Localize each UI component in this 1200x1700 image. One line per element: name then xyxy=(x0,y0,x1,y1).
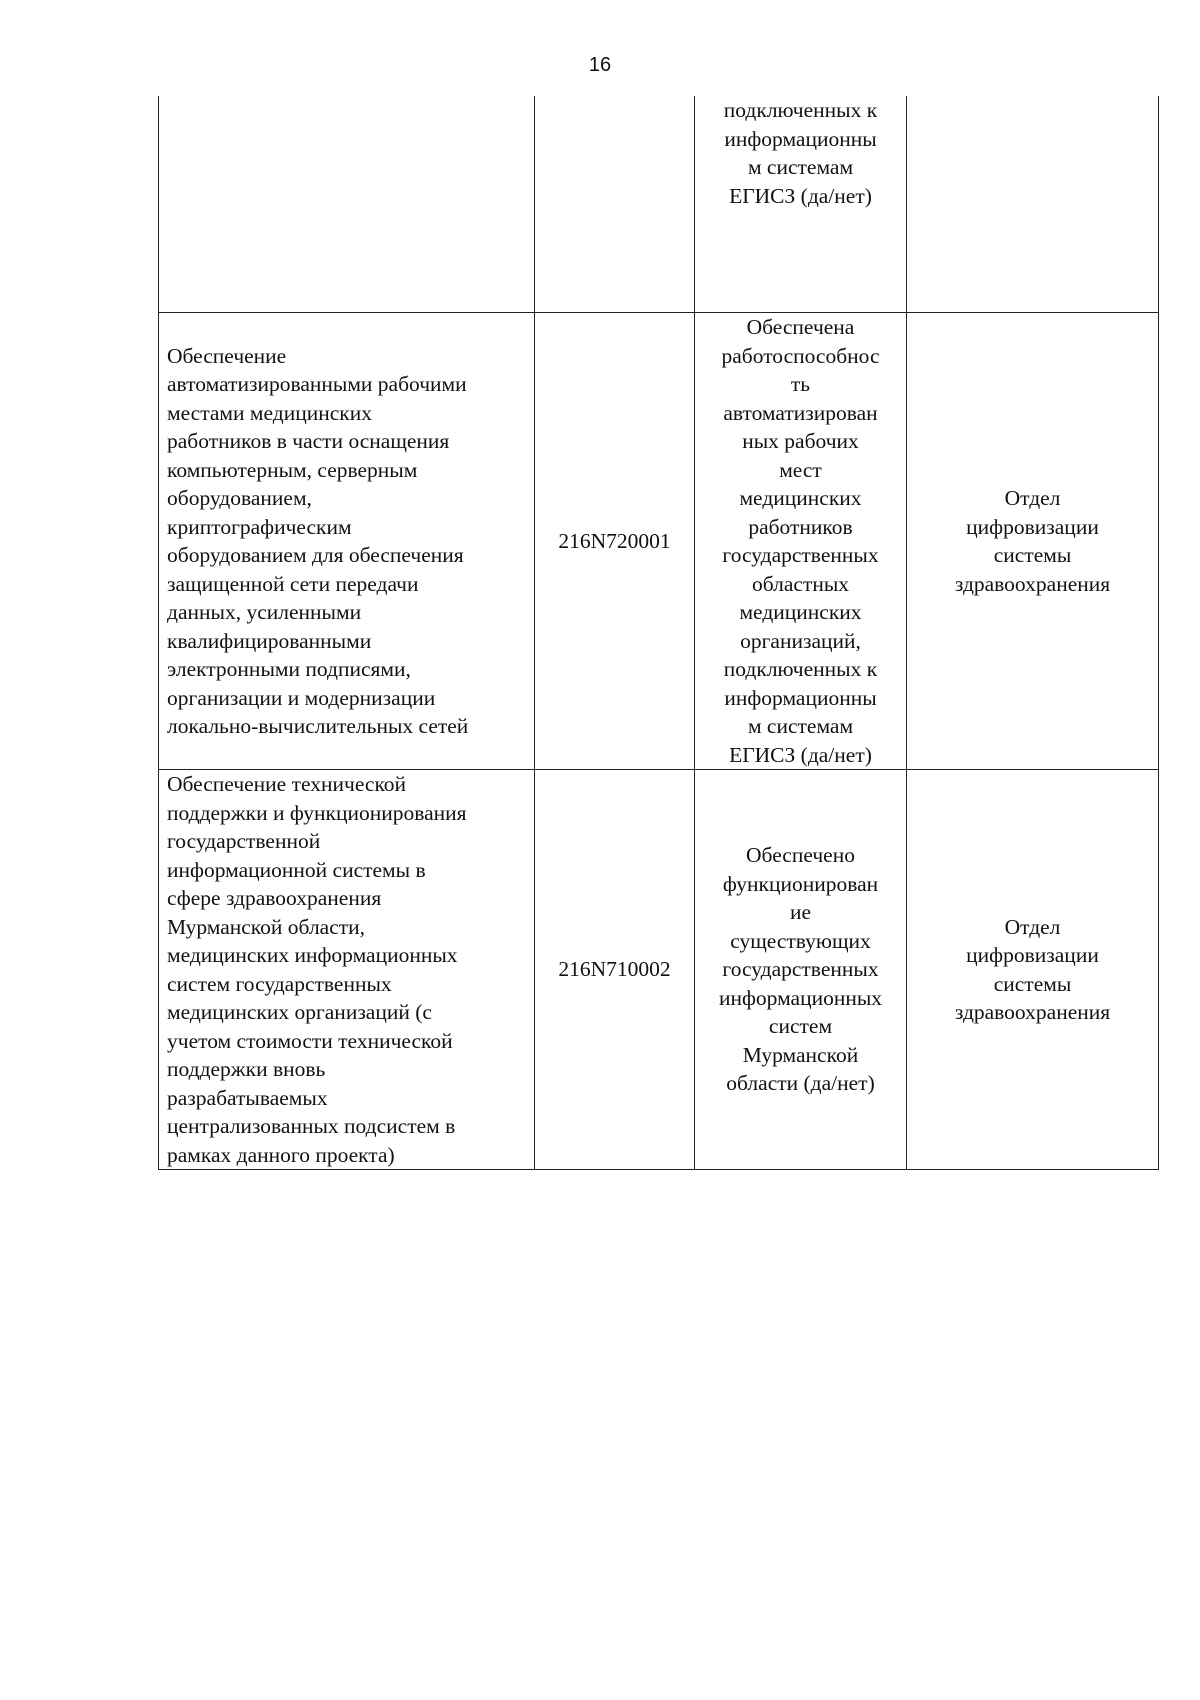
cell-description xyxy=(159,96,535,313)
cell-code xyxy=(535,96,695,313)
cell-result: подключенных к информационны м системам ЕГИСЗ (да/нет) xyxy=(695,96,907,313)
measures-table xyxy=(158,96,1159,1170)
table-row xyxy=(159,770,1159,1170)
cell-result: Обеспечена работоспособнос ть автоматизирован ных рабочих мест медицинских работников государственных областных медицинских организаций, подключенных к информационны м системам ЕГИСЗ (да/нет) xyxy=(695,313,907,770)
table-row xyxy=(159,96,1159,313)
cell-code: 216N720001 xyxy=(535,313,695,770)
cell-description: Обеспечение технической поддержки и функционирования государственной информационной системы в сфере здравоохранения Мурманской области, медицинских информационных систем государственных медицинских организаций (с учетом стоимости технической поддержки вновь разрабатываемых централизованных подсистем в рамках данного проекта) xyxy=(159,770,535,1170)
table-row xyxy=(159,313,1159,770)
cell-responsible: Отдел цифровизации системы здравоохранения xyxy=(907,770,1159,1170)
cell-result: Обеспечено функционирован ие существующих государственных информационных систем Мурманской области (да/нет) xyxy=(695,770,907,1170)
cell-responsible: Отдел цифровизации системы здравоохранения xyxy=(907,313,1159,770)
cell-responsible xyxy=(907,96,1159,313)
cell-code: 216N710002 xyxy=(535,770,695,1170)
cell-description: Обеспечение автоматизированными рабочими местами медицинских работников в части оснащения компьютерным, серверным оборудованием, криптографическим оборудованием для обеспечения защищенной сети передачи данных, усиленными квалифицированными электронными подписями, организации и модернизации локально-вычислительных сетей xyxy=(159,313,535,770)
page-number: 16 xyxy=(588,54,612,76)
